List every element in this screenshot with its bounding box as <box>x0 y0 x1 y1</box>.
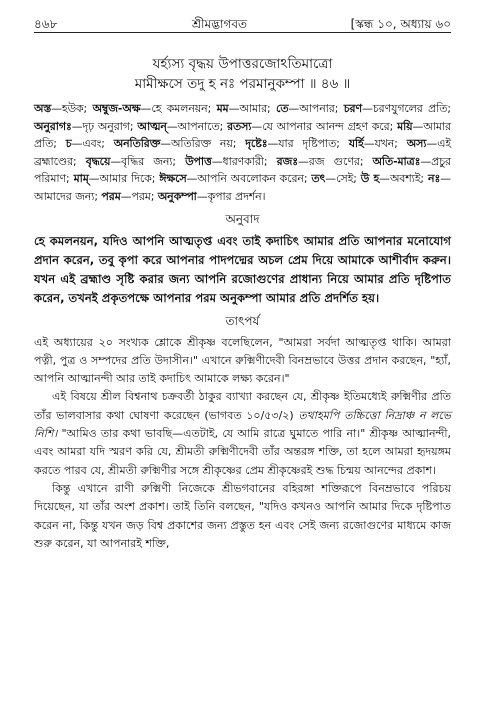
synonym-meaning: —চরণযুগলের প্রতি; <box>362 102 451 115</box>
synonym-term: দৃষ্টেঃ <box>245 137 268 151</box>
synonym-meaning: —সেই; <box>325 172 361 186</box>
synonym-term: চ <box>65 137 72 151</box>
synonym-meaning: —অবশ্যই; <box>379 172 428 186</box>
synonym-term: আত্মন্ <box>137 119 167 133</box>
purport-text: এই বিষয়ে শ্রীল বিশ্বনাথ চক্রবর্তী ঠাকুর ব্যাখ্যা করছেন যে, শ্রীকৃষ্ণ ইতিমধ্যেই রুক্মিণীর প্রতি তাঁর ভালবাসার কথা ঘোষণা করেছেন (ভাগবত ১০/৫৩/২) <box>34 390 451 422</box>
purport-paragraph: কিন্তু এখানে রাণী রুক্মিণী নিজেকে শ্রীভগবানের বহিরঙ্গা শক্তিরূপে বিনম্রভাবে পরিচয় দিয়েছেন, যা তাঁর অংশ প্রকাশ। তাই তিনি বলছেন, "যদিও কখনও আপনি আমার দিকে দৃষ্টিপাত করেন না, কিন্তু যখন জড় বিশ্ব প্রকাশের জন্য প্রস্তুত হন এবং সেই জন্য রজোগুণের মাধ্যমে কাজ শুরু করেন, যা আপনারই শক্তি, <box>34 481 451 550</box>
synonym-term: তৎ <box>311 172 326 186</box>
synonym-meaning: —প্রচুর পরিমাণ; <box>34 154 451 186</box>
synonym-meaning: —যে আপনার আনন্দ গ্রহণ করে; <box>251 119 398 133</box>
purport-heading: তাৎপর্য <box>225 313 260 328</box>
page-number: ৪৬৮ <box>34 17 58 31</box>
synonym-term: যর্হি <box>348 137 364 151</box>
synonym-term: উপাত্ত <box>185 154 212 168</box>
purport-paragraph: এই অধ্যায়ের ২০ সংখ্যক শ্লোকে শ্রীকৃষ্ণ বলেছিলেন, "আমরা সর্বদা আত্মতৃপ্ত থাকি। আমরা পত্নী, পুত্র ও সম্পদের প্রতি উদাসীন।" এখানে রুক্মিণীদেবী বিনম্রভাবে উত্তর প্রদান করছেন, "হ্যাঁ, আপনি আত্মানন্দী আর তাই কদাচিৎ আমাকে লক্ষ্য করেন।" <box>34 335 451 386</box>
synonym-meaning: —আমার দিকে; <box>88 172 160 186</box>
chapter-reference: [স্কন্ধ ১০, অধ্যায় ৬০ <box>350 17 451 31</box>
synonym-meaning: —যার দৃষ্টিপাত; <box>267 137 349 151</box>
synonym-meaning: —দৃঢ় অনুরাগ; <box>71 119 138 133</box>
synonym-term: রজঃ <box>276 154 298 168</box>
translation-heading: অনুবাদ <box>225 211 260 226</box>
synonym-meaning: —এই ব্রহ্মাণ্ডের; <box>34 137 451 168</box>
synonym-term: চরণ <box>343 102 363 115</box>
synonym-term: বৃদ্ধয়ে <box>85 154 111 168</box>
verse-line: যর্হ্যস্য বৃদ্ধয় উপাত্তরজোঽতিমাত্রো <box>152 56 333 72</box>
synonym-term: উ হ <box>360 172 380 186</box>
synonym-meaning: —বৃদ্ধির জন্য; <box>110 154 186 168</box>
synonym-term: ময়ি <box>397 119 413 133</box>
synonym-term: মাম্ <box>73 172 89 186</box>
synonym-term: ঈক্ষসে <box>159 172 187 186</box>
purport-text: "আমিও তার কথা ভাবছি—এতটাই, যে আমি রাত্রে ঘুমাতে পারি না।" শ্রীকৃষ্ণ আত্মানন্দী, এবং আমরা যদি স্মরণ করি যে, শ্রীমতী রুক্মিণীদেবী তাঁর অন্তরঙ্গ শক্তি, তা হলে আমরা হৃদয়ঙ্গম করতে পারব যে, শ্রীমতী রুক্মিণীর সঙ্গে শ্রীকৃষ্ণের প্রেম শ্রীকৃষ্ণেরই শুদ্ধ চিন্ময় আনন্দের প্রকাশ। <box>34 427 451 477</box>
synonym-term: অনুরাগঃ <box>34 119 72 133</box>
synonym-meaning: —হে কমলনয়ন; <box>140 102 217 115</box>
quoted-verse: তথাহমপি তচ্চিত্তো নিদ্রাঞ্চ ন লভে নিশি। <box>34 408 451 441</box>
synonym-meaning: —রজ গুণের; <box>297 154 373 168</box>
synonym-term: তে <box>276 102 289 115</box>
synonym-meaning: —এবং; <box>71 137 114 151</box>
synonym-meaning: —যখন; <box>363 137 407 151</box>
synonym-term: অস্ত <box>34 102 52 115</box>
synonym-term: অনুকম্পা <box>157 189 197 203</box>
verse-line: মামীক্ষসে তদু হ নঃ পরমানুকম্পা ॥ ৪৬ ॥ <box>134 76 351 92</box>
synonym-term: পরম <box>101 189 121 203</box>
synonym-meaning: —আমাদের জন্য; <box>34 172 451 203</box>
synonym-meaning: —পরম; <box>120 189 158 203</box>
synonym-term: অতি-মাত্রঃ <box>372 154 421 168</box>
synonym-term: রতস্য <box>227 119 252 133</box>
synonym-meaning: —আপনার; <box>288 102 344 115</box>
synonym-meaning: —আমার প্রতি; <box>34 119 451 151</box>
synonym-meaning: —হউক; <box>51 102 93 115</box>
synonym-meaning: —কৃপার প্রদর্শন। <box>196 189 266 203</box>
synonym-term: মম <box>216 102 229 115</box>
word-for-word-synonyms <box>34 100 451 206</box>
header-rule <box>34 32 451 33</box>
synonym-meaning: —আমার; <box>228 102 277 115</box>
purport-paragraph <box>34 388 451 479</box>
synonym-term: অস্য <box>406 137 427 151</box>
synonym-meaning: —আপনি অবলোকন করেন; <box>186 172 312 186</box>
book-title: শ্রীমদ্ভাগবত <box>192 17 248 31</box>
synonym-term: অনতিরিক্ত <box>113 137 161 151</box>
verse-block <box>34 54 451 94</box>
synonym-meaning: —অতিরিক্ত নয়; <box>160 137 246 151</box>
synonym-meaning: —আপনাতে; <box>166 119 228 133</box>
translation-text: হে কমলনয়ন, যদিও আপনি আত্মতৃপ্ত এবং তাই কদাচিৎ আমার প্রতি আপনার মনোযোগ প্রদান করেন, তবু কৃপা করে আপনার পাদপদ্মের অচল প্রেম দিয়ে আমাকে আশীর্বাদ করুন। যখন এই ব্রহ্মাণ্ড সৃষ্টি করার জন্য আপনি রজোগুণের প্রাধান্য নিয়ে আমার প্রতি দৃষ্টিপাত করেন, তখনই প্রকৃতপক্ষে আপনার পরম অনুকম্পা আমার প্রতি প্রদর্শিত হয়। <box>34 233 451 305</box>
synonym-term: অম্বুজ-অক্ষ <box>92 102 141 115</box>
synonym-term: নঃ <box>428 172 441 186</box>
purport-body <box>34 334 451 554</box>
synonym-meaning: —ধারণকারী; <box>211 154 277 168</box>
